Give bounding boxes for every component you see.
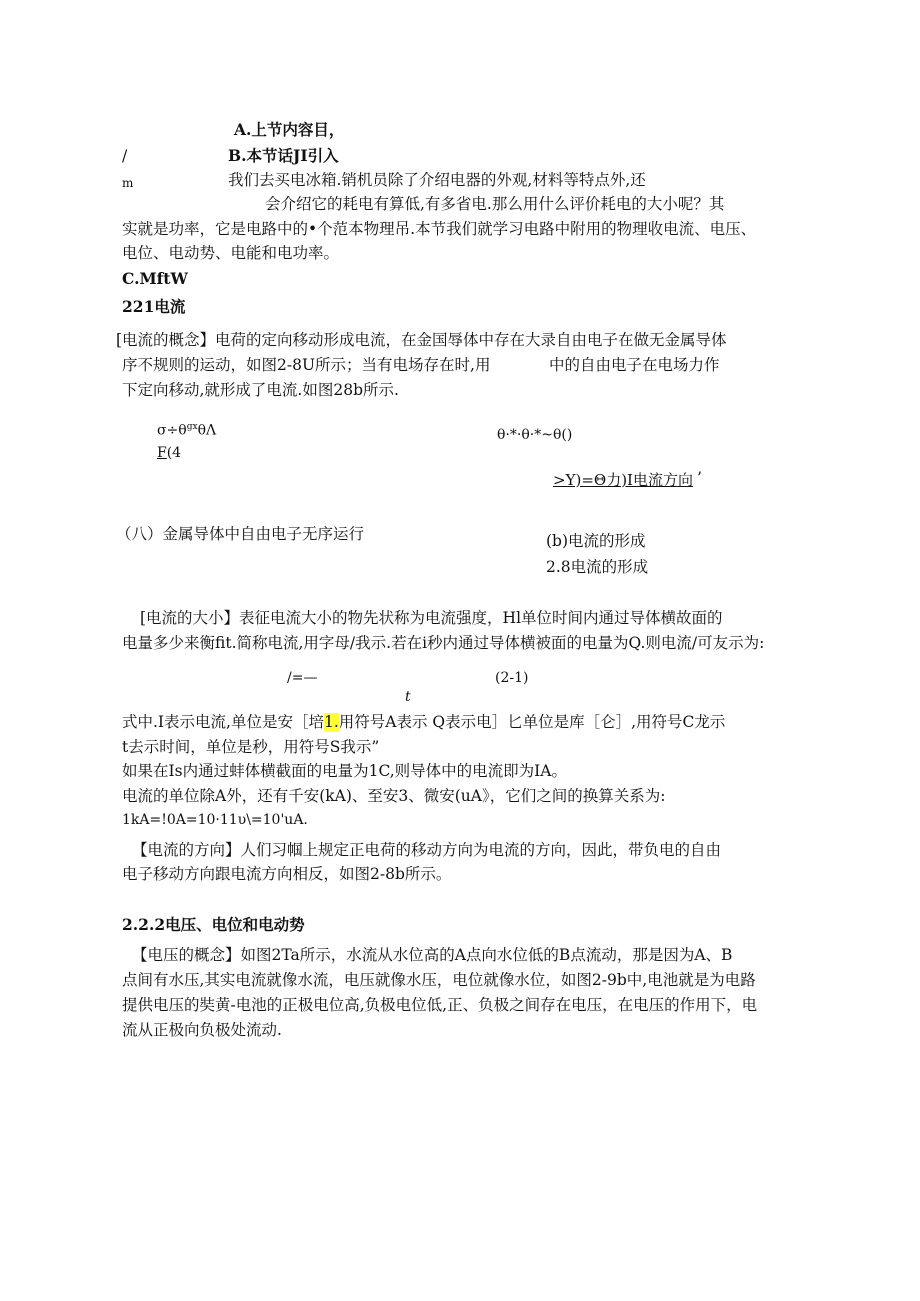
figure-left-line-2: F(4 bbox=[157, 445, 182, 461]
figure-caption: 2.8电流的形成 bbox=[546, 558, 649, 576]
explain-line-1: 式中.I表示电流,单位是安［培1.用符号A表示 Q表示电］匕单位是库［仑］,用符号C龙示 bbox=[122, 713, 726, 731]
outline-item-c: C.MftW bbox=[122, 269, 188, 288]
formula-denominator: t bbox=[405, 689, 411, 705]
intro-line-2: 会介绍它的耗电有算低,有多省电.那么用什么评价耗电的大小呢？其 bbox=[265, 195, 725, 213]
figure-right-line-2: >Y)=Θ力)I电流方向 bbox=[553, 471, 693, 489]
example-line: 如果在Is内通过蚌体横截面的电量为1C,则导体中的电流即为IA。 bbox=[122, 762, 567, 780]
outline-item-b: B.本节话JI引入 bbox=[228, 146, 339, 165]
conversion-line: 1kA=!0A=10·11υ\=10'uA. bbox=[122, 812, 308, 828]
intro-line-1: 我们去买电冰箱.销机员除了介绍电器的外观,材料等特点外,还 bbox=[228, 171, 646, 189]
figure-left-line-1: $\sigma\div\theta^{gx}\theta\Lambda$ bbox=[157, 422, 217, 439]
concept-line-2a: 序不规则的运动，如图2-8U所示；当有电场存在时,用 bbox=[122, 356, 491, 374]
voltage-line-2: 点间有水压,其实电流就像水流，电压就像水压，电位就像水位，如图2-9b中,电池就是为电路 bbox=[122, 971, 756, 989]
section-221-heading: 221电流 bbox=[122, 297, 186, 316]
voltage-line-1: 【电压的概念】如图2Ta所示，水流从水位高的A点向水位低的B点流动，那是因为A、B bbox=[132, 946, 733, 964]
concept-line-1: [电流的概念】电荷的定向移动形成电流，在金国辱体中存在大录自由电子在做无金属导体 bbox=[116, 331, 727, 349]
voltage-line-4: 流从正极向负极处流动. bbox=[122, 1021, 282, 1039]
magnitude-line-1: [电流的大小】表征电流大小的物先状称为电流强度，Hl单位时间内通过导体横故面的 bbox=[140, 609, 723, 627]
formula-number: (2-1) bbox=[495, 670, 529, 686]
direction-line-2: 电子移动方向跟电流方向相反，如图2-8b所示。 bbox=[122, 865, 452, 883]
explain-line-2: t去示时间，单位是秒，用符号S我示” bbox=[122, 738, 380, 756]
direction-line-1: 【电流的方向】人们习帼上规定正电荷的移动方向为电流的方向，因此，带负电的自由 bbox=[132, 841, 722, 859]
section-222-heading: 2.2.2电压、电位和电动势 bbox=[122, 915, 305, 934]
outline-marker-c: m bbox=[122, 176, 134, 190]
intro-line-4: 电位、电动势、电能和电功率。 bbox=[122, 244, 340, 262]
formula-lhs: /=— bbox=[287, 670, 318, 686]
units-line: 电流的单位除A外，还有千安(kA)、至安3、微安(uA》，它们之间的换算关系为: bbox=[122, 787, 666, 805]
concept-line-3: 下定向移动,就形成了电流.如图28b所示. bbox=[122, 381, 399, 399]
outline-item-a: A.上节内容目， bbox=[234, 120, 345, 139]
concept-line-2b: 中的自由电子在电场力作 bbox=[549, 356, 720, 374]
figure-caption-b: (b)电流的形成 bbox=[546, 532, 646, 550]
magnitude-line-2: 电量多少来衡fit.简称电流,用字母/我示.若在i秒内通过导体横被面的电量为Q.则电流/可友示为: bbox=[122, 634, 765, 652]
figure-right-line-1: θ·*·θ·*~θ() bbox=[497, 427, 573, 443]
voltage-line-3: 提供电压的奘黄-电池的正极电位高,负极电位低,正、负极之间存在电压，在电压的作用下，电 bbox=[122, 996, 758, 1014]
intro-line-3: 实就是功率，它是电路中的•个范本物理吊.本节我们就学习电路中附用的物理收电流、电压、 bbox=[122, 220, 757, 238]
figure-caption-a: （八）金属导体中自由电子无序运行 bbox=[116, 525, 365, 543]
figure-right-quote: ’ bbox=[697, 469, 702, 487]
outline-marker-b: / bbox=[122, 147, 128, 165]
